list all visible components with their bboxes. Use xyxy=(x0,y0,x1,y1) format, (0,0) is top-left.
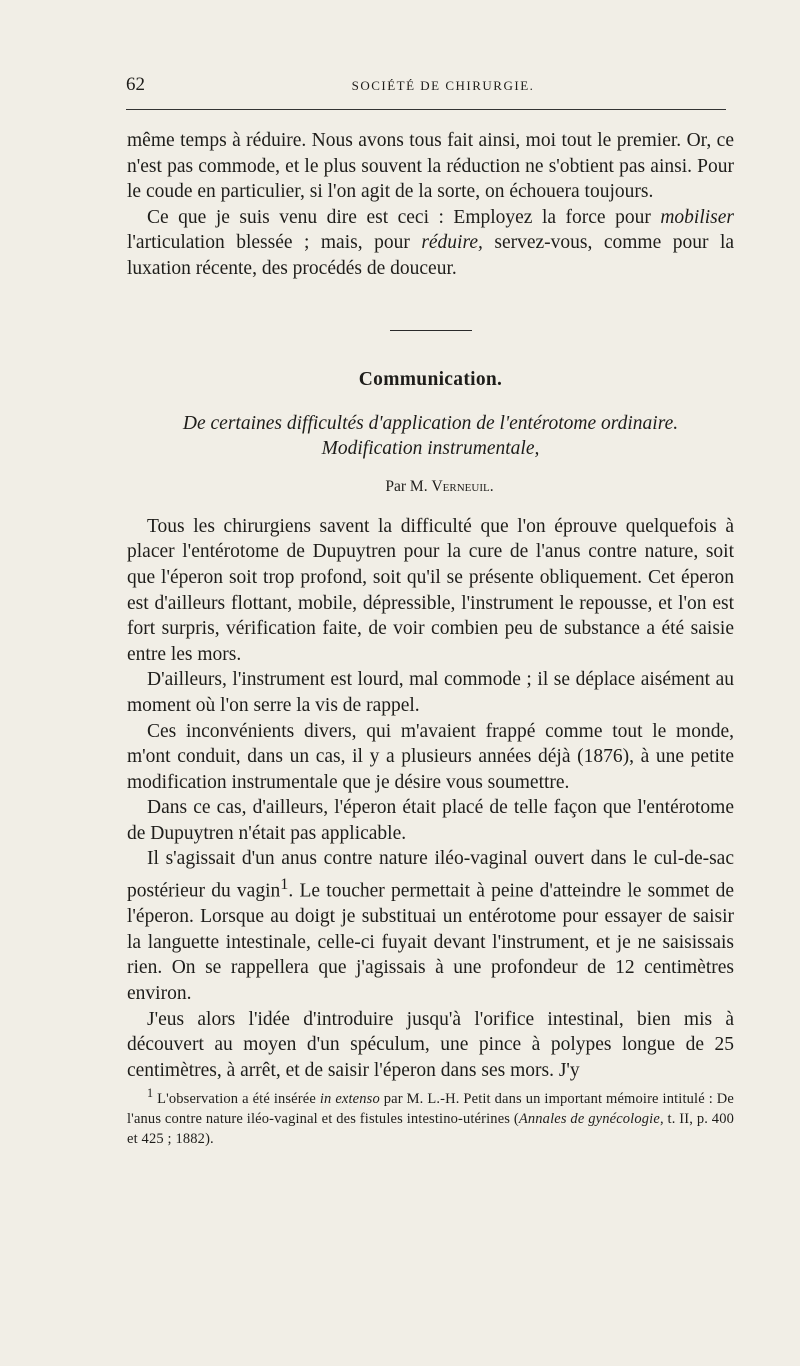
paragraph xyxy=(127,846,734,1006)
section-separator xyxy=(390,330,472,331)
article-title xyxy=(127,411,734,461)
byline xyxy=(127,474,734,500)
author-name: Verneuil. xyxy=(431,478,494,496)
footnote-text: L'observation a été insérée xyxy=(157,1091,316,1108)
paragraph-text: l'articulation blessée ; mais, pour xyxy=(127,232,410,254)
paragraph: D'ailleurs, l'instrument est lourd, mal commode ; il se déplace aisément au moment où l'on serre la vis de rappel. xyxy=(127,669,734,716)
article-title-line: De certaines difficultés d'application de l'entérotome ordinaire. xyxy=(182,413,679,435)
journal-title: Annales de gynécologie xyxy=(518,1111,660,1128)
paragraph: Dans ce cas, d'ailleurs, l'éperon était placé de telle façon que l'entérotome de Dupuytren n'était pas applicable. xyxy=(127,797,734,844)
paragraph: Tous les chirurgiens savent la difficulté que l'on éprouve quelquefois à placer l'entérotome de Dupuytren pour la cure de l'anus contre nature, soit que l'éperon soit trop profond, soit qu'il se présente obliquement. Cet éperon est d'ailleurs flottant, mobile, dépressible, l'instrument le repousse, et l'on est fort surpris, vérification faite, de voir combien peu de substance a été saisie entre les mors. xyxy=(127,515,734,665)
page-number: 62 xyxy=(126,74,145,95)
paragraph-text: . Le toucher permettait à peine d'atteindre le sommet de l'éperon. Lorsque au doigt je substituai un entérotome pour essayer de saisir la languette intestinale, celle-ci fuyait devant l'instrument, et je ne saisissais rien. On se rappellera que j'agissais à une profondeur de 12 centimètres environ. xyxy=(127,880,735,1004)
section-heading: Communication. xyxy=(358,368,503,390)
page-body xyxy=(127,128,734,1149)
byline-prefix: Par M. xyxy=(385,478,428,496)
paragraph: J'eus alors l'idée d'introduire jusqu'à l'orifice intestinal, bien mis à découvert au moyen d'un spéculum, une pince à polypes longue de 25 centimètres, à arrêt, et de saisir l'éperon dans ses mors. J'y xyxy=(127,1008,734,1081)
article-subtitle: Modification instrumentale, xyxy=(321,438,540,460)
paragraph xyxy=(127,205,734,282)
paragraph: Ces inconvénients divers, qui m'avaient frappé comme tout le monde, m'ont conduit, dans un cas, il y a plusieurs années déjà (1876), à une petite modification instrumentale que je désire vous soumettre. xyxy=(127,720,734,793)
paragraph-text: Ce que je suis venu dire est ceci : Employez la force pour xyxy=(147,206,651,228)
footnote-text: par M. L.-H. Petit dans un important mémoire intitulé : De l'anus contre nature iléo-vaginal et des fistules intestino-utérines ( xyxy=(127,1091,734,1128)
footnote-text: , t. II, p. 400 et 425 ; 1882). xyxy=(127,1111,734,1148)
footnote-mark: 1 xyxy=(147,1086,154,1101)
footnote-reference[interactable]: 1 xyxy=(280,875,289,894)
emphasis: mobiliser xyxy=(660,206,734,228)
paragraph-text: servez-vous, comme pour la luxation récente, des procédés de douceur. xyxy=(127,232,735,279)
paragraph-text: Il s'agissait d'un anus contre nature iléo-vaginal ouvert dans le cul-de-sac postérieur du vagin xyxy=(127,848,734,902)
header-rule xyxy=(126,109,726,110)
paragraph-continued: même temps à réduire. Nous avons tous fait ainsi, moi tout le premier. Or, ce n'est pas commode, et le plus souvent la réduction ne s'obtient pas ainsi. Pour le coude en particulier, si l'on agit de la sorte, on échouera toujours. xyxy=(127,130,734,203)
emphasis: réduire, xyxy=(421,232,483,254)
footnote xyxy=(127,1083,734,1149)
running-title: SOCIÉTÉ DE CHIRURGIE. xyxy=(351,78,535,93)
running-head xyxy=(126,74,736,102)
emphasis: in extenso xyxy=(319,1091,380,1108)
